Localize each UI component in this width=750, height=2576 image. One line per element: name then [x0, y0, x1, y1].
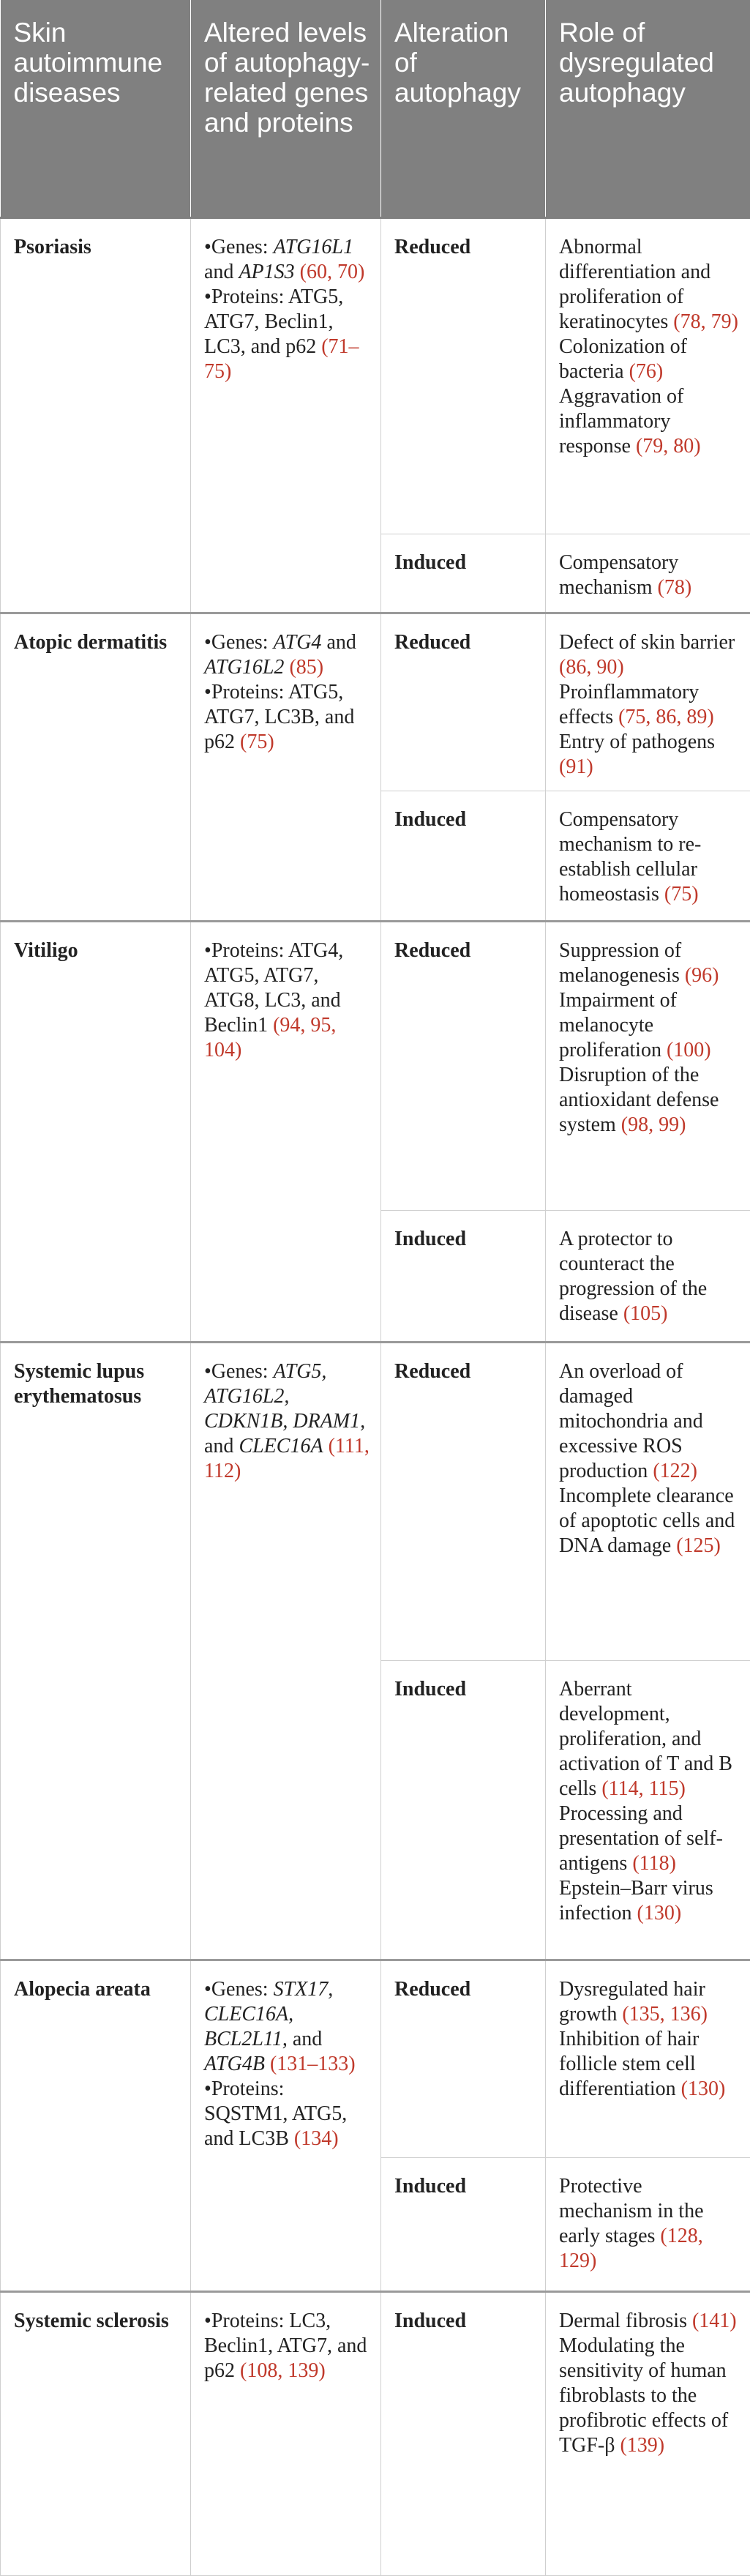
reference-link[interactable]: (125): [676, 1534, 721, 1557]
alteration-reduced: Reduced: [381, 921, 546, 1210]
reference-link[interactable]: (141): [692, 2310, 737, 2332]
role-item: Compensatory mechanism (78): [559, 550, 740, 600]
role-cell: [546, 921, 750, 1210]
reference-link[interactable]: (130): [681, 2077, 726, 2100]
role-item: Defect of skin barrier (86, 90): [559, 630, 740, 680]
reference-link[interactable]: (78): [658, 576, 692, 599]
reference-link[interactable]: (85): [289, 656, 323, 679]
alteration-induced: Induced: [381, 1210, 546, 1342]
role-cell: [546, 1960, 750, 2157]
reference-link[interactable]: (134): [294, 2127, 339, 2150]
reference-link[interactable]: (135, 136): [622, 2003, 708, 2026]
reference-link[interactable]: (60, 70): [300, 261, 365, 283]
reference-link[interactable]: (130): [637, 1902, 682, 1924]
role-item: Suppression of melanogenesis (96): [559, 938, 740, 988]
reference-link[interactable]: (139): [620, 2434, 664, 2457]
role-item: Epstein–Barr virus infection (130): [559, 1876, 740, 1926]
altered-levels-cell: [191, 217, 381, 613]
proteins-entry: • Proteins: ATG5, ATG7, Beclin1, LC3, and p62 (71–75): [204, 285, 370, 384]
altered-levels-cell: [191, 613, 381, 921]
disease-name: Alopecia areata: [1, 1960, 191, 2291]
header-role: Role of dysregulated autophagy: [546, 0, 750, 217]
role-cell: [546, 217, 750, 534]
proteins-entry: • Proteins: ATG4, ATG5, ATG7, ATG8, LC3, and Beclin1 (94, 95, 104): [204, 938, 370, 1063]
role-cell: [546, 2291, 750, 2575]
reference-link[interactable]: (75, 86, 89): [618, 706, 714, 728]
role-item: A protector to counteract the progression of the disease (105): [559, 1227, 740, 1326]
alteration-induced: Induced: [381, 534, 546, 613]
alteration-induced: Induced: [381, 2157, 546, 2291]
table-row: [1, 921, 750, 1210]
alteration-reduced: Reduced: [381, 613, 546, 791]
role-item: Incomplete clearance of apoptotic cells and DNA damage (125): [559, 1484, 740, 1558]
role-item: Aggravation of inflammatory response (79, 80): [559, 384, 740, 459]
table-row: [1, 217, 750, 534]
role-cell: [546, 534, 750, 613]
reference-link[interactable]: (128, 129): [559, 2225, 703, 2272]
reference-link[interactable]: (91): [559, 755, 593, 778]
role-cell: [546, 1660, 750, 1960]
role-item: Processing and presentation of self-antigens (118): [559, 1802, 740, 1876]
role-item: Disruption of the antioxidant defense system (98, 99): [559, 1063, 740, 1138]
header-disease: Skin autoimmune diseases: [1, 0, 191, 217]
reference-link[interactable]: (94, 95, 104): [204, 1014, 336, 1061]
reference-link[interactable]: (76): [629, 360, 664, 383]
reference-link[interactable]: (131–133): [270, 2053, 356, 2075]
reference-link[interactable]: (86, 90): [559, 656, 624, 679]
disease-name: Systemic lupus erythematosus: [1, 1342, 191, 1960]
alteration-induced: Induced: [381, 2291, 546, 2575]
altered-levels-cell: [191, 1342, 381, 1960]
alteration-reduced: Reduced: [381, 1960, 546, 2157]
role-cell: [546, 1210, 750, 1342]
role-item: Compensatory mechanism to re-establish cellular homeostasis (75): [559, 807, 740, 907]
genes-entry: • Genes: ATG5, ATG16L2, CDKN1B, DRAM1, and CLEC16A (111, 112): [204, 1359, 370, 1484]
disease-name: Systemic sclerosis: [1, 2291, 191, 2575]
reference-link[interactable]: (122): [653, 1460, 697, 1482]
role-item: Abnormal differentiation and proliferation of keratinocytes (78, 79): [559, 235, 740, 335]
reference-link[interactable]: (96): [685, 964, 719, 987]
reference-link[interactable]: (111, 112): [204, 1435, 370, 1482]
reference-link[interactable]: (105): [623, 1302, 668, 1325]
table-row: [1, 613, 750, 791]
reference-link[interactable]: (98, 99): [621, 1113, 686, 1136]
disease-name: Atopic dermatitis: [1, 613, 191, 921]
reference-link[interactable]: (114, 115): [601, 1777, 686, 1800]
role-item: Colonization of bacteria (76): [559, 335, 740, 384]
altered-levels-cell: [191, 2291, 381, 2575]
alteration-induced: Induced: [381, 791, 546, 921]
genes-entry: • Genes: ATG16L1 and AP1S3 (60, 70): [204, 235, 370, 285]
reference-link[interactable]: (108, 139): [240, 2359, 326, 2382]
role-cell: [546, 613, 750, 791]
genes-entry: • Genes: ATG4 and ATG16L2 (85): [204, 630, 370, 680]
role-item: Inhibition of hair follicle stem cell differentiation (130): [559, 2027, 740, 2102]
role-item: Protective mechanism in the early stages (128, 129): [559, 2174, 740, 2274]
role-item: Dermal fibrosis (141): [559, 2309, 740, 2334]
alteration-induced: Induced: [381, 1660, 546, 1960]
role-item: Entry of pathogens (91): [559, 730, 740, 780]
reference-link[interactable]: (100): [667, 1039, 711, 1061]
reference-link[interactable]: (79, 80): [636, 435, 701, 458]
altered-levels-cell: [191, 1960, 381, 2291]
role-item: Modulating the sensitivity of human fibroblasts to the profibrotic effects of TGF-β (139): [559, 2334, 740, 2458]
header-alteration: Alteration of autophagy: [381, 0, 546, 217]
role-cell: [546, 2157, 750, 2291]
genes-entry: • Genes: STX17, CLEC16A, BCL2L11, and ATG4B (131–133): [204, 1977, 370, 2077]
proteins-entry: • Proteins: SQSTM1, ATG5, and LC3B (134): [204, 2077, 370, 2151]
role-item: An overload of damaged mitochondria and excessive ROS production (122): [559, 1359, 740, 1484]
table-row: [1, 2291, 750, 2575]
proteins-entry: • Proteins: ATG5, ATG7, LC3B, and p62 (75): [204, 680, 370, 755]
reference-link[interactable]: (75): [240, 731, 274, 753]
role-item: Dysregulated hair growth (135, 136): [559, 1977, 740, 2027]
proteins-entry: • Proteins: LC3, Beclin1, ATG7, and p62 (108, 139): [204, 2309, 370, 2383]
disease-name: Psoriasis: [1, 217, 191, 613]
header-row: [1, 0, 750, 217]
reference-link[interactable]: (75): [664, 883, 699, 906]
role-item: Impairment of melanocyte proliferation (100): [559, 988, 740, 1063]
header-levels: Altered levels of autophagy-related genes and proteins: [191, 0, 381, 217]
role-cell: [546, 791, 750, 921]
role-item: Proinflammatory effects (75, 86, 89): [559, 680, 740, 730]
altered-levels-cell: [191, 921, 381, 1342]
role-cell: [546, 1342, 750, 1660]
disease-name: Vitiligo: [1, 921, 191, 1342]
reference-link[interactable]: (78, 79): [673, 310, 738, 333]
table-row: [1, 1342, 750, 1660]
table-row: [1, 1960, 750, 2157]
reference-link[interactable]: (118): [632, 1852, 676, 1875]
reference-link[interactable]: (71–75): [204, 335, 359, 383]
alteration-reduced: Reduced: [381, 217, 546, 534]
alteration-reduced: Reduced: [381, 1342, 546, 1660]
role-item: Aberrant development, proliferation, and activation of T and B cells (114, 115): [559, 1677, 740, 1802]
